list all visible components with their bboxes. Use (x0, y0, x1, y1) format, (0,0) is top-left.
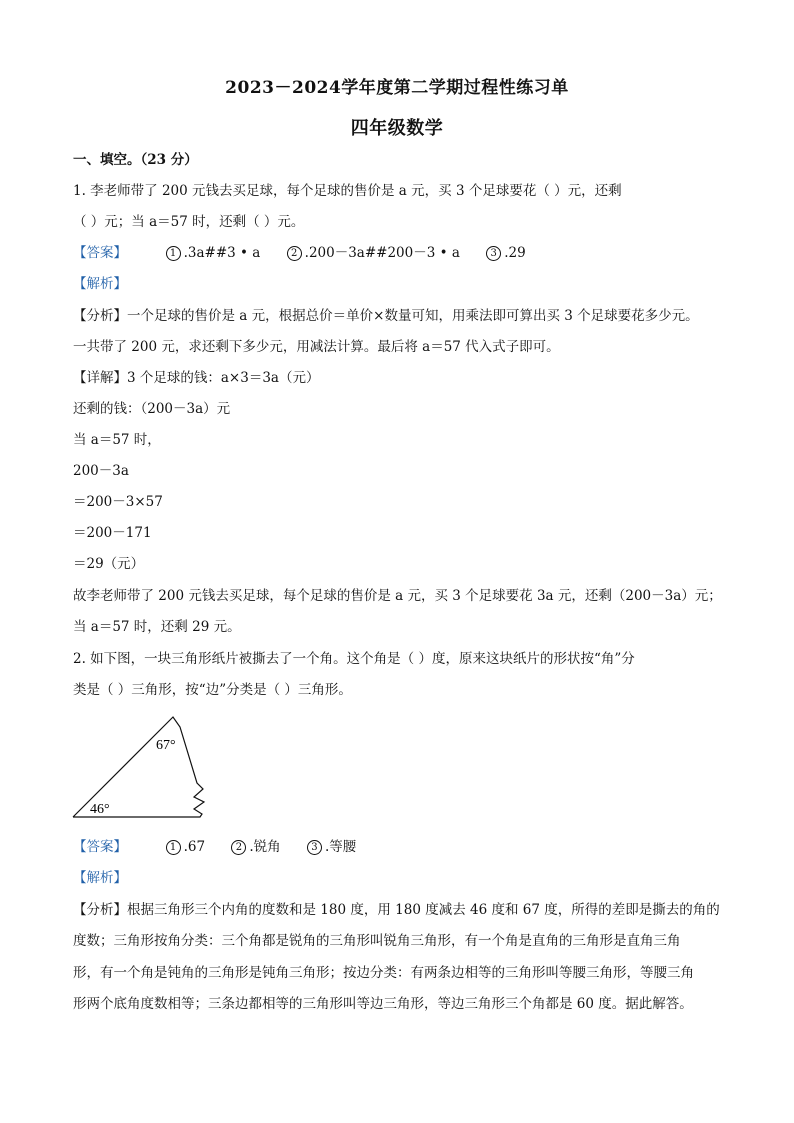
q1-conclusion-line1: 故李老师带了 200 元钱去买足球，每个足球的售价是 a 元，买 3 个足球要花 3a 元，还剩（200－3a）元； (73, 588, 722, 604)
q2-analysis-label: 【解析】 (73, 870, 127, 886)
marker-3: 3 (307, 840, 322, 855)
q2-answer-1: 1 .67 (166, 838, 205, 856)
fenxi-label: 【分析】 (73, 308, 127, 324)
marker-2: 2 (231, 840, 246, 855)
q2-answer-3: 3 .等腰 (307, 838, 356, 856)
q1-detail-line1: 【详解】3 个足球的钱：a×3＝3a（元） (73, 370, 320, 386)
angle-top-label: 67° (156, 738, 176, 753)
q1-fenxi-line2: 一共带了 200 元，求还剩下多少元，用减法计算。最后将 a＝57 代入式子即可。 (73, 339, 560, 355)
q1-detail-line6: ＝200－171 (73, 525, 152, 541)
page-subtitle: 四年级数学 (350, 118, 444, 139)
q2-answer-row (73, 838, 378, 856)
q1-answer-3: 3 .29 (486, 244, 525, 262)
q1-analysis-label: 【解析】 (73, 276, 127, 292)
q1-detail-line4: 200－3a (73, 463, 129, 479)
q2-fenxi-line3: 形，有一个角是钝角的三角形是钝角三角形；按边分类：有两条边相等的三角形叫等腰三角形，等腰三角 (73, 965, 694, 981)
detail-label: 【详解】 (73, 370, 127, 386)
q1-detail-line7: ＝29（元） (73, 556, 145, 572)
marker-1: 1 (166, 246, 181, 261)
answer-label: 【答案】 (73, 245, 127, 261)
angle-left-label: 46° (90, 802, 110, 817)
q2-line1: 2. 如下图，一块三角形纸片被撕去了一个角。这个角是（ ）度，原来这块纸片的形状按“角”分 (73, 651, 635, 667)
marker-3: 3 (486, 246, 501, 261)
page-title: 2023－2024学年度第二学期过程性练习单 (225, 78, 569, 98)
q1-answer-2: 2 .200－3a##200－3 • a (287, 244, 460, 262)
q1-answer-row (73, 244, 548, 262)
q1-line1: 1. 李老师带了 200 元钱去买足球，每个足球的售价是 a 元，买 3 个足球要花（ ）元，还剩 (73, 183, 622, 199)
torn-triangle-figure (70, 713, 220, 823)
q2-fenxi-line1: 【分析】根据三角形三个内角的度数和是 180 度，用 180 度减去 46 度和 67 度，所得的差即是撕去的角的 (73, 902, 720, 918)
q1-detail-line3: 当 a＝57 时， (73, 432, 161, 448)
q2-fenxi-line4: 形两个底角度数相等；三条边都相等的三角形叫等边三角形，等边三角形三个角都是 60 度。据此解答。 (73, 996, 693, 1012)
q2-fenxi-line2: 度数；三角形按角分类：三个角都是锐角的三角形叫锐角三角形，有一个角是直角的三角形是直角三角 (73, 933, 681, 949)
q2-answer-2: 2 .锐角 (231, 838, 280, 856)
q1-answer-1: 1 .3a##3 • a (166, 244, 261, 262)
q2-line2: 类是（ ）三角形，按“边”分类是（ ）三角形。 (73, 682, 352, 698)
answer-label: 【答案】 (73, 839, 127, 855)
q1-detail-line2: 还剩的钱：（200－3a）元 (73, 401, 231, 417)
q1-conclusion-line2: 当 a＝57 时，还剩 29 元。 (73, 619, 241, 635)
q1-fenxi-line1: 【分析】一个足球的售价是 a 元，根据总价＝单价×数量可知，用乘法即可算出买 3 个足球要花多少元。 (73, 308, 699, 324)
fenxi-label: 【分析】 (73, 902, 127, 918)
marker-2: 2 (287, 246, 302, 261)
section-heading: 一、填空。（23 分） (73, 152, 198, 168)
q1-detail-line5: ＝200－3×57 (73, 494, 163, 510)
marker-1: 1 (166, 840, 181, 855)
q1-line2: （ ）元；当 a＝57 时，还剩（ ）元。 (73, 214, 305, 230)
